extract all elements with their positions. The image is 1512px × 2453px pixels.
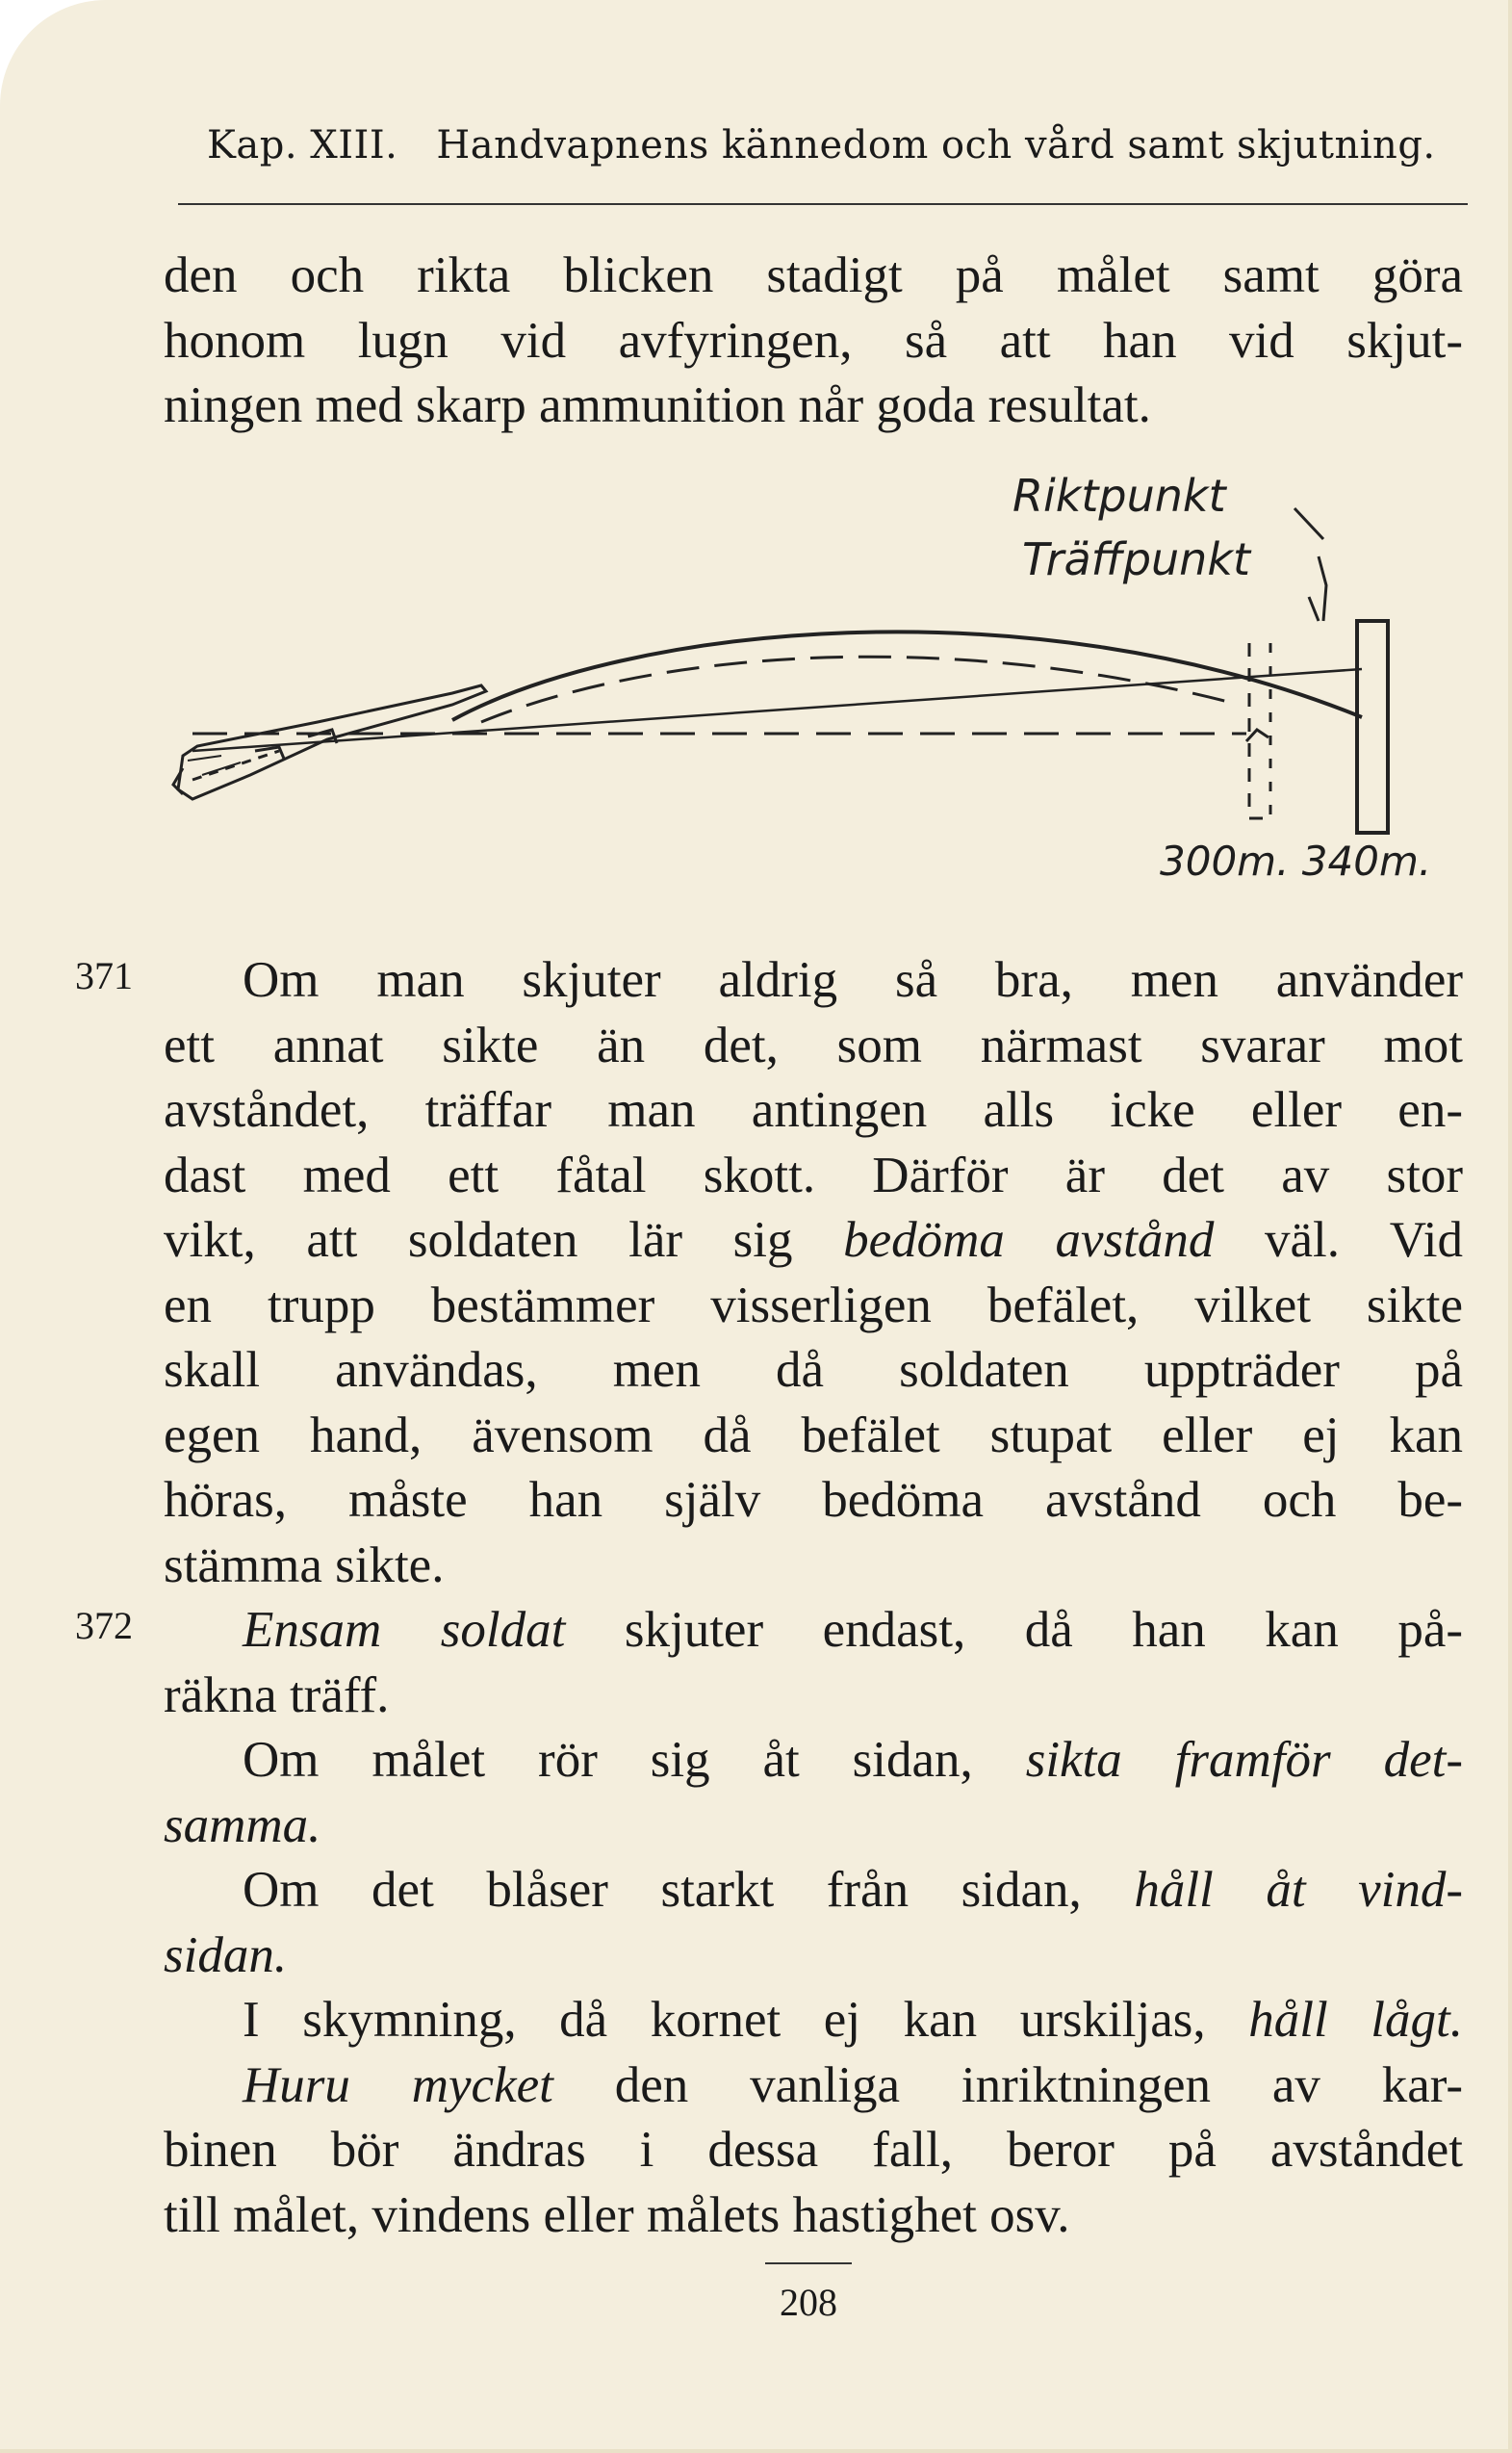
text-line: höras, måste han själv bedöma avstånd och be- xyxy=(164,1472,1463,1528)
text-line: en trupp bestämmer visserligen befälet, vilket sikte xyxy=(164,1277,1463,1333)
text-line: räkna träff. xyxy=(164,1666,390,1723)
chapter-title: Handvapnens kännedom och vård samt skjutning. xyxy=(436,123,1436,168)
paragraph-371 xyxy=(164,948,1463,1598)
page-number: 208 xyxy=(780,2281,837,2324)
emphasis-text: håll åt vind- xyxy=(1134,1862,1463,1918)
paragraph-number-372: 372 xyxy=(75,1604,133,1647)
emphasis-text: bedöma avstånd xyxy=(843,1212,1215,1268)
text-line: till målet, vindens eller målets hastighet osv. xyxy=(164,2186,1070,2243)
text-line: egen hand, ävensom då befälet stupat eller ej kan xyxy=(164,1407,1463,1463)
text-line: Om man skjuter aldrig så bra, men använder xyxy=(243,952,1463,1008)
text-line: binen bör ändras i dessa fall, beror på avståndet xyxy=(164,2122,1463,2178)
text-line: I skymning, då kornet ej kan urskiljas, håll lågt. xyxy=(243,1992,1463,2048)
text-line: ningen med skarp ammunition når goda resultat. xyxy=(164,377,1151,433)
text-line: stämma sikte. xyxy=(164,1536,445,1593)
aim-point-pointer xyxy=(1294,508,1323,539)
target-340m xyxy=(1357,621,1388,833)
text-line: ett annat sikte än det, som närmast svarar mot xyxy=(164,1017,1463,1073)
text-line: dast med ett fåtal skott. Därför är det av stor xyxy=(164,1147,1463,1203)
text-line: den och rikta blicken stadigt på målet samt göra xyxy=(164,247,1463,303)
text-line xyxy=(164,1924,1463,1989)
emphasis-text: sidan. xyxy=(164,1926,288,1983)
text-line: skall användas, men då soldaten uppträder på xyxy=(164,1342,1463,1398)
text-line: Om målet rör sig åt sidan, sikta framför det- xyxy=(243,1732,1463,1788)
emphasis-text: Huru mycket xyxy=(243,2056,553,2113)
paragraph-372 xyxy=(164,1598,1463,2248)
emphasis-text: håll lågt. xyxy=(1248,1992,1463,2048)
emphasis-text: sikta framför det- xyxy=(1025,1732,1463,1788)
paragraph-number-371: 371 xyxy=(75,954,133,997)
text-line: Ensam soldat skjuter endast, då han kan på- xyxy=(243,1602,1463,1658)
text-line: honom lugn vid avfyringen, så att han vid skjut- xyxy=(164,312,1463,369)
emphasis-text: Ensam soldat xyxy=(243,1602,566,1658)
label-aim-point: Riktpunkt xyxy=(1012,470,1226,522)
emphasis-text: samma. xyxy=(164,1796,321,1853)
label-distances: 300m. 340m. xyxy=(1160,838,1432,885)
header-rule xyxy=(178,203,1468,205)
chapter-label: Kap. XIII. xyxy=(207,123,398,168)
trajectory-340m xyxy=(452,632,1362,720)
label-hit-point: Träffpunkt xyxy=(1022,533,1251,585)
text-line xyxy=(164,1794,1463,1859)
text-line: avståndet, träffar man antingen alls icke eller en- xyxy=(164,1082,1463,1138)
intro-text xyxy=(164,244,1463,439)
text-line: Om det blåser starkt från sidan, håll åt vind- xyxy=(243,1862,1463,1918)
running-header xyxy=(207,123,1439,168)
hit-point-pointer xyxy=(1309,597,1319,621)
text-line: vikt, att soldaten lär sig bedöma avstånd väl. Vid xyxy=(164,1212,1464,1268)
folio-rule xyxy=(765,2262,852,2264)
text-line: Huru mycket den vanliga inriktningen av kar- xyxy=(243,2056,1463,2113)
